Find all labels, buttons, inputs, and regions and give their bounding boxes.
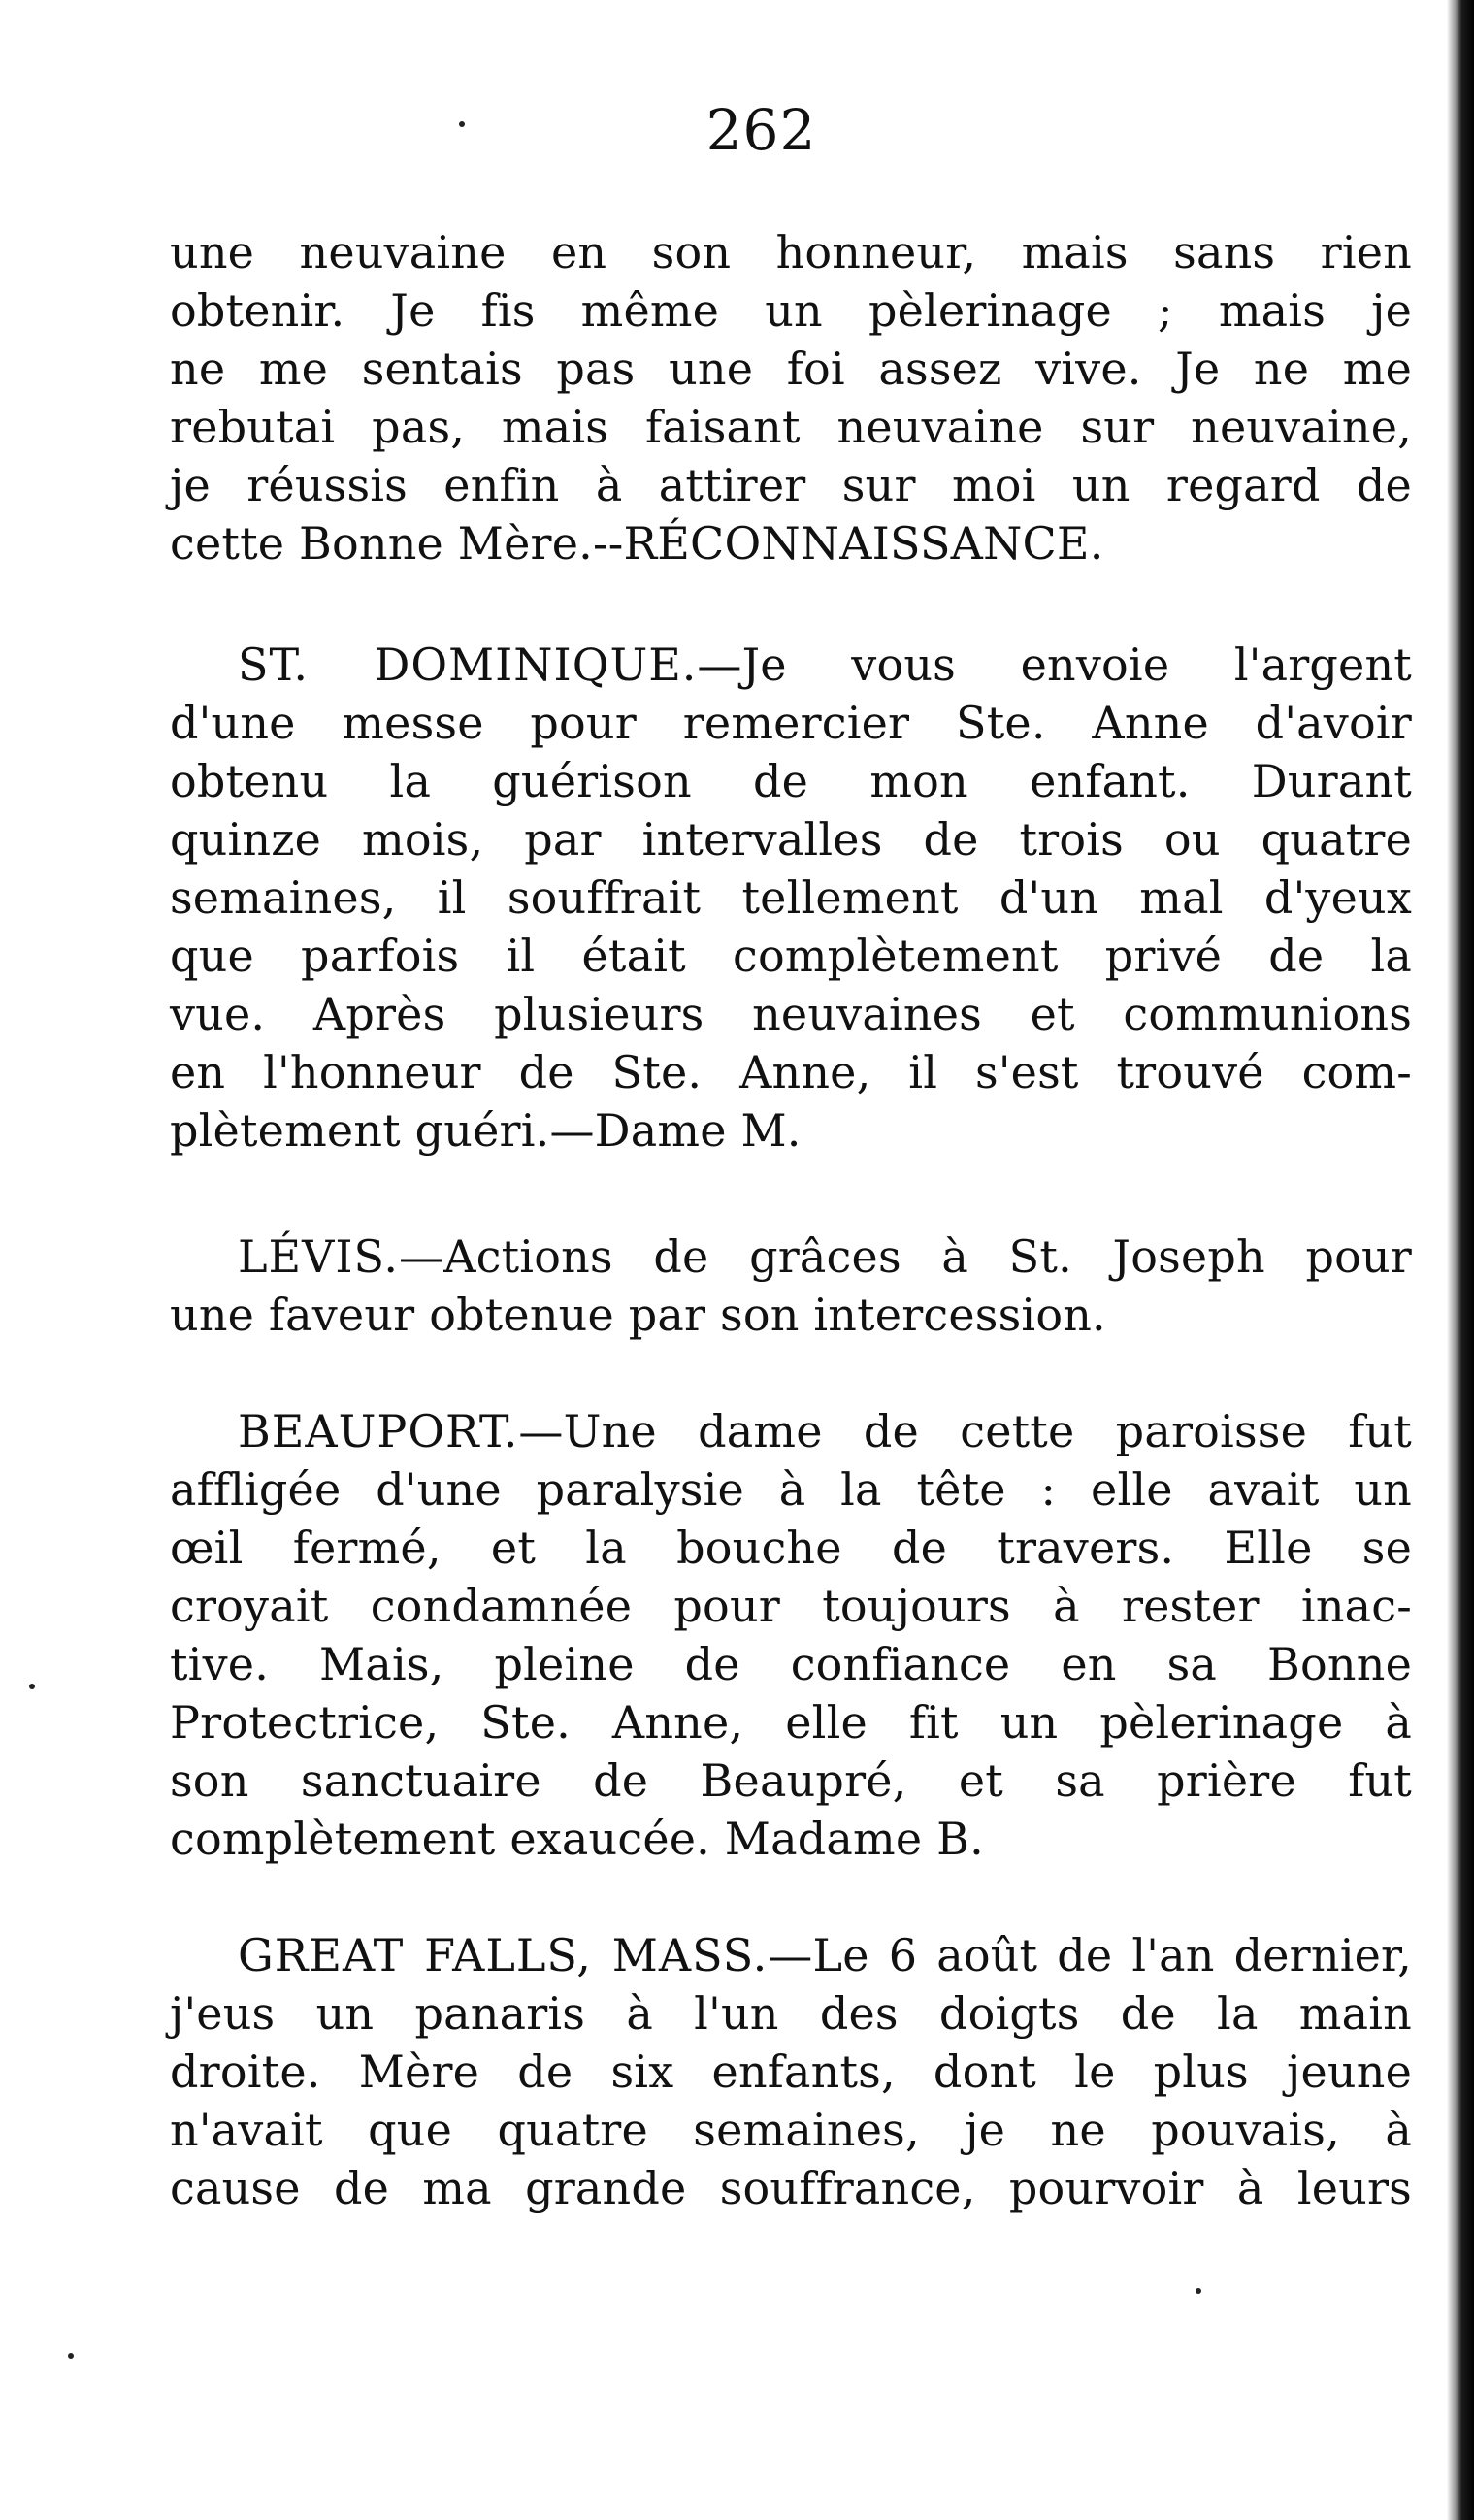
text-line [170,636,1412,694]
text-line [170,1227,1412,1286]
paragraph-beauport [170,1402,1412,1868]
text-line: une faveur obtenue par son intercession. [170,1289,1106,1341]
text-line: semaines, il souffrait tellement d'un mal d'yeux [170,871,1412,924]
text-line [170,1402,1412,1460]
text-line: tive. Mais, pleine de confiance en sa Bonne [170,1638,1412,1690]
place-name: GREAT FALLS, MASS. [238,1929,769,1981]
text-line: obtenu la guérison de mon enfant. Durant [170,755,1412,807]
text-run: —Actions de grâces à St. Joseph pour [399,1230,1412,1283]
text-line: œil fermé, et la bouche de travers. Elle se [170,1522,1412,1574]
text-line: d'une messe pour remercier Ste. Anne d'avoir [170,697,1412,749]
text-line: quinze mois, par intervalles de trois ou quatre [170,813,1412,866]
paragraph-levis [170,1227,1412,1344]
text-line: vue. Après plusieurs neuvaines et communions [170,988,1412,1040]
paragraph-continuation [170,223,1412,573]
text-line: que parfois il était complètement privé de la [170,930,1412,982]
text-line: je réussis enfin à attirer sur moi un regard de [170,459,1412,511]
text-line: cette Bonne Mère.--RÉCONNAISSANCE. [170,517,1104,570]
page-number: 262 [705,97,817,163]
text-line: ne me sentais pas une foi assez vive. Je ne me [170,343,1412,395]
text-run: —Une dame de cette paroisse fut [518,1405,1412,1457]
text-line: obtenir. Je fis même un pèlerinage ; mais je [170,284,1412,337]
scan-speck [1196,2288,1201,2294]
text-run: —Je vous envoie l'argent [697,638,1412,691]
scan-speck [459,121,465,127]
paragraph-st-dominique [170,636,1412,1160]
text-line: j'eus un panaris à l'un des doigts de la main [170,1987,1412,2040]
scan-speck [68,2353,74,2359]
text-line [170,1926,1412,1984]
text-line: Protectrice, Ste. Anne, elle fit un pèlerinage à [170,1696,1412,1749]
scan-speck [29,1684,35,1689]
paragraph-great-falls [170,1926,1412,2217]
text-line: rebutai pas, mais faisant neuvaine sur neuvaine, [170,401,1412,453]
text-line: affligée d'une paralysie à la tête : elle avait un [170,1463,1412,1516]
text-line: droite. Mère de six enfants, dont le plus jeune [170,2045,1412,2098]
place-name: LÉVIS. [238,1230,400,1283]
text-line: plètement guéri.—Dame M. [170,1104,802,1157]
text-line: croyait condamnée pour toujours à rester inac- [170,1580,1412,1632]
page-edge-shadow [1447,0,1474,2520]
text-line: complètement exaucée. Madame B. [170,1813,984,1865]
text-line: une neuvaine en son honneur, mais sans rien [170,226,1412,278]
place-name: ST. DOMINIQUE. [238,638,698,691]
text-line: son sanctuaire de Beaupré, et sa prière fut [170,1754,1412,1807]
text-line: n'avait que quatre semaines, je ne pouvais, à [170,2104,1412,2156]
text-run: —Le 6 août de l'an dernier, [768,1929,1412,1981]
place-name: BEAUPORT. [238,1405,519,1457]
text-line: en l'honneur de Ste. Anne, il s'est trouvé com- [170,1046,1412,1098]
text-line: cause de ma grande souffrance, pourvoir à leurs [170,2162,1412,2214]
